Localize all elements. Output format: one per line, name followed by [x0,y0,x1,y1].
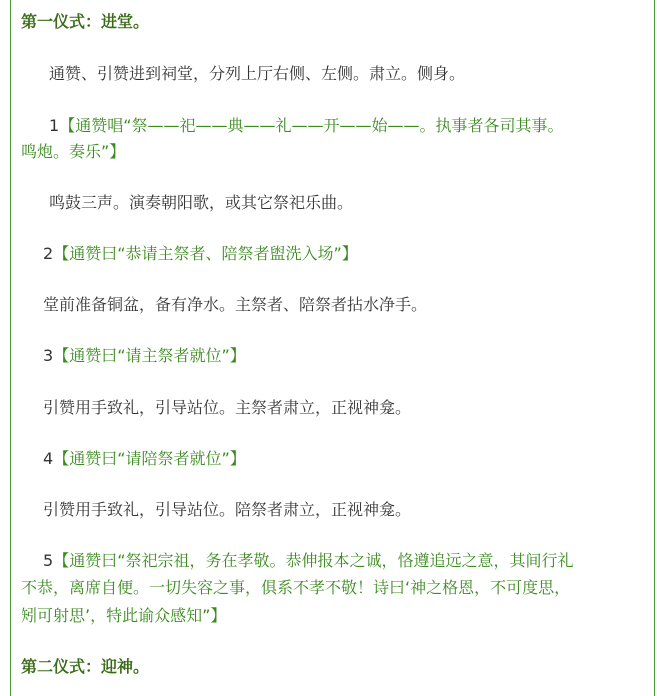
step-2-call [43,241,653,267]
section1-intro: 通赞、引赞进到祠堂，分列上厅右侧、左侧。肃立。侧身。 [49,64,466,83]
step-5-number: 5 [43,551,54,570]
step-4-call [43,446,653,472]
step-3-call [43,343,653,369]
step-3-call-text: 【通赞曰“请主祭者就位”】 [53,346,246,365]
section2-heading: 第二仪式：迎神。 [21,657,150,676]
step-4-desc: 引赞用手致礼，引导站位。陪祭者肃立，正视神龛。 [43,500,412,519]
step-1-call-line2: 鸣炮。奏乐”】 [21,142,126,161]
step-2-call-text: 【通赞曰“恭请主祭者、陪祭者盥洗入场”】 [53,244,358,263]
step-1-call-line1: 【通赞唱“祭——祀——典——礼——开——始——。执事者各司其事。 [59,116,564,135]
step-1-desc: 鸣鼓三声。演奏朝阳歌，或其它祭祀乐曲。 [49,193,354,212]
section1-heading: 第一仪式：进堂。 [21,12,150,31]
step-3-desc: 引赞用手致礼，引导站位。主祭者肃立，正视神龛。 [43,398,412,417]
step-5-call-line2: 不恭，离席自便。一切失容之事，俱系不孝不敬！诗曰‘神之格恩，不可度思， [21,578,571,597]
step-5-call-line3: 矧可射思’，特此谕众感知”】 [21,606,227,625]
step-1-call [49,113,657,139]
step-5-call [43,548,653,574]
step-2-number: 2 [43,244,54,263]
step-1-number: 1 [49,116,60,135]
step-4-number: 4 [43,449,54,468]
step-4-call-text: 【通赞曰“请陪祭者就位”】 [53,449,246,468]
step-3-number: 3 [43,346,54,365]
step-2-desc: 堂前准备铜盆，备有净水。主祭者、陪祭者拈水净手。 [43,295,428,314]
step-5-call-line1: 【通赞曰“祭祀宗祖，务在孝敬。恭伸报本之诚，恪遵追远之意，其间行礼 [53,551,574,570]
